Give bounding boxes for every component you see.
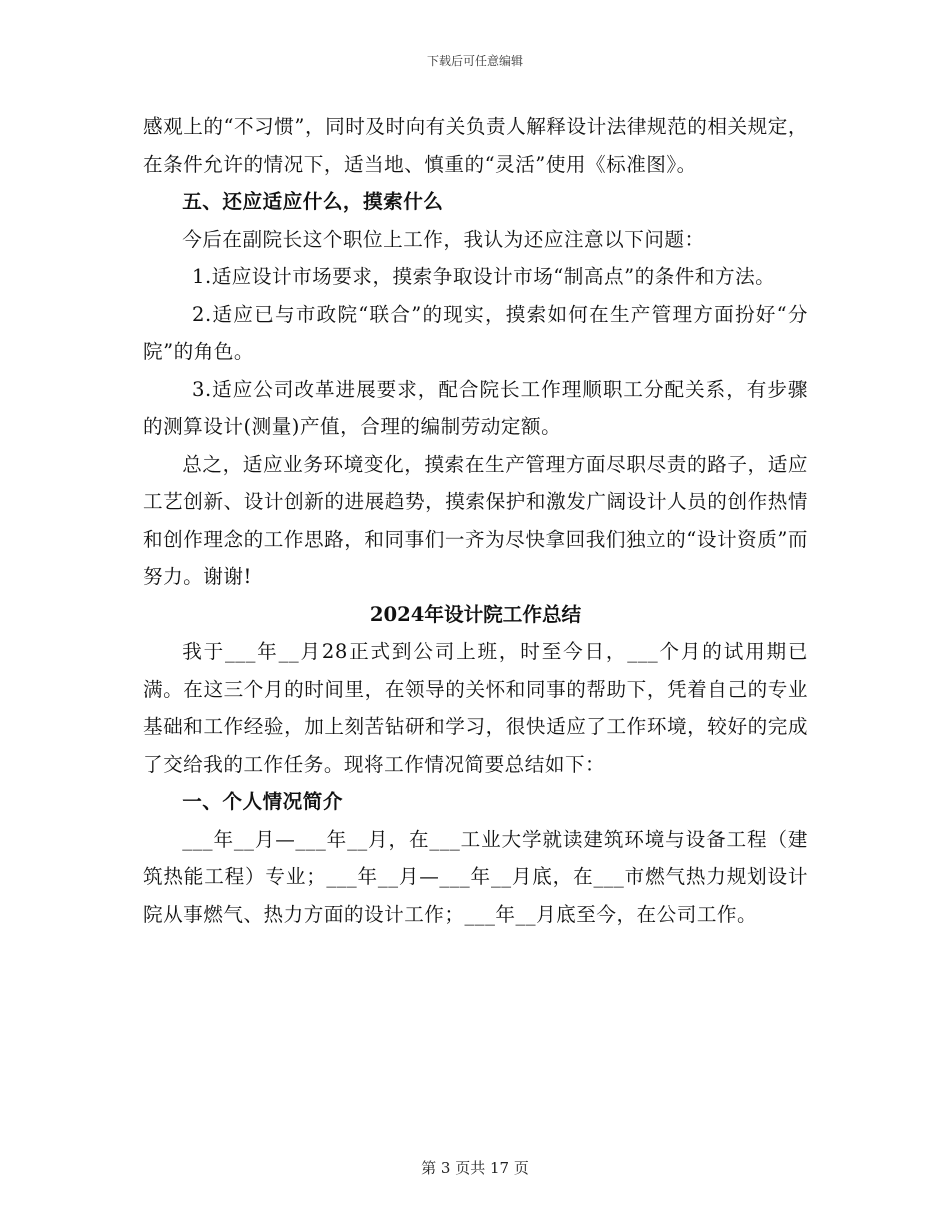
list-item-1: 1.适应设计市场要求，摸索争取设计市场“制高点”的条件和方法。 <box>192 265 776 288</box>
paragraph-summary-intro: 我于___年__月28正式到公司上班，时至今日，___个月的试用期已满。在这三个月的时间里，在领导的关怀和同事的帮助下，凭着自己的专业基础和工作经验，加上刻苦钻研和学习，很快适应了工作环境，较好的完成了交给我的工作任务。现将工作情况简要总结如下： <box>143 640 808 776</box>
list-item-3: 3.适应公司改革进展要求，配合院长工作理顺职工分配关系，有步骤的测算设计(测量)产值，合理的编制劳动定额。 <box>143 377 808 438</box>
page-footer: 第 3 页共 17 页 <box>421 1159 529 1177</box>
page-header: 下载后可任意编辑 <box>426 54 523 68</box>
document-body <box>143 108 808 933</box>
list-item-2: 2.适应已与市政院“联合”的现实，摸索如何在生产管理方面扮好“分院”的角色。 <box>143 302 808 363</box>
paragraph-intro: 今后在副院长这个职位上工作，我认为还应注意以下问题： <box>182 227 705 251</box>
document-title: 2024年设计院工作总结 <box>369 602 582 626</box>
paragraph-personal-info: ___年__月—___年__月，在___工业大学就读建筑环境与设备工程（建筑热能工程）专业；___年__月—___年__月底，在___市燃气热力规划设计院从事燃气、热力方面的设计工作；___年__月底至今，在公司工作。 <box>143 827 808 926</box>
section-heading-1: 一、个人情况简介 <box>182 790 343 813</box>
paragraph-conclusion: 总之，适应业务环境变化，摸索在生产管理方面尽职尽责的路子，适应工艺创新、设计创新的进展趋势，摸索保护和激发广阔设计人员的创作热情和创作理念的工作思路，和同事们一齐为尽快拿回我们独立的“设计资质”而努力。谢谢! <box>143 452 808 588</box>
paragraph-continuation: 感观上的“不习惯”，同时及时向有关负责人解释设计法律规范的相关规定，在条件允许的情况下，适当地、慎重的“灵活”使用《标准图》。 <box>143 115 808 176</box>
section-heading-5: 五、还应适应什么，摸索什么 <box>182 190 444 213</box>
